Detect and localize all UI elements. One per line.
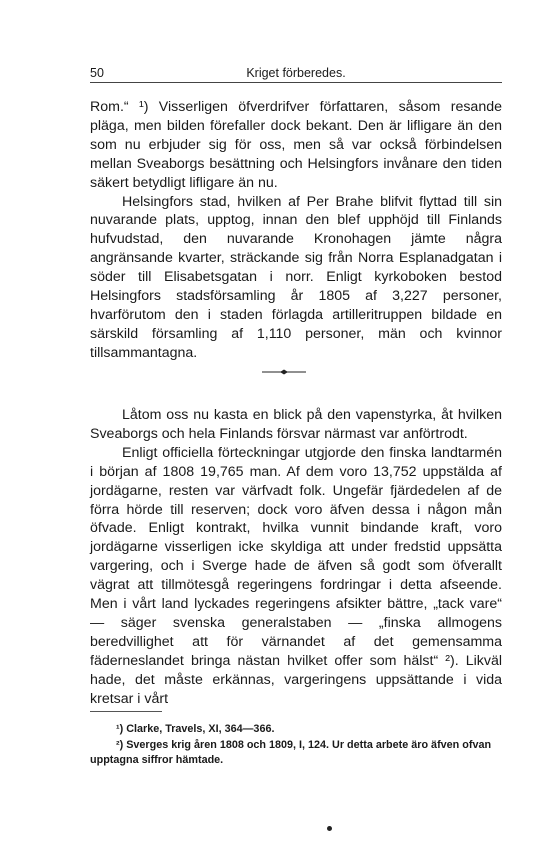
footnote: ¹) Clarke, Travels, XI, 364—366. [116,723,275,735]
paragraph: Enligt officiella förteckningar utgjorde den finska landtarmén i början af 1808 19,765 man. Af dem voro 13,752 uppstälda af jordägarne, resten var värfvadt folk. Ungefär fjärdedelen af de förra hörde till reserven; dock voro äfven dessa i någon mån öfvade. Enligt kontrakt, hvilka vunnit bindande kraft, voro jordägarne visserligen icke skyldiga att under fredstid uppsätta vargering, och i Sverge hade de äfven så godt som öfverallt vägrat att tillmötesgå regeringens fordringar i detta afseende. Men i vårt land lyckades regeringens afsikter bättre, „tack vare“ — säger svenska generalstaben — „finska allmogens beredvillighet att för värnandet af det gemensamma fäderneslandet bringa nästan hvilket offer som hälst“ ²). Likväl hade, det måste erkännas, vargeringens uppsättande i vida kretsar i vårt [90,444,502,707]
signature-mark [327,826,332,831]
paragraph: Helsingfors stad, hvilken af Per Brahe blifvit flyttad till sin nuvarande plats, upptog, innan den blef upphöjd till Finlands hufvudstad, den nuvarande Kronohagen jämte några angränsande kvarter, sträckande sig från Norra Esplanadgatan i söder till Elisabetsgatan i norr. Enligt kyrkoboken bestod Helsingfors stadsförsamling år 1805 af 3,227 personer, hvarförutom den i staden förlagda artilleritruppen bildade en särskild församling af 1,110 personer, män och kvinnor tillsammantagna. [90,193,502,361]
page-number: 50 [90,66,104,80]
body-section-1 [90,98,502,363]
section-divider-ornament [262,369,306,375]
body-section-2 [90,406,502,709]
footnote-rule [90,711,162,712]
footnote: ²) Sverges krig åren 1808 och 1809, I, 124. Ur detta arbete äro äfven ofvan upptagna siffror hämtade. [90,738,492,766]
header-rule [90,82,502,83]
footnotes [90,722,502,769]
paragraph: Låtom oss nu kasta en blick på den vapenstyrka, åt hvilken Sveaborgs och hela Finlands försvar närmast var anförtrodt. [90,407,502,442]
paragraph: Rom.“ ¹) Visserligen öfverdrifver författaren, såsom resande pläga, men bilden förefaller dock bekant. Den är lifligare än den som nu erbjuder sig för oss, men så var också förbindelsen mellan Sveaborgs besättning och Helsingfors invånare den tiden säkert betydligt lifligare än nu. [90,99,502,191]
page-header [90,62,502,84]
running-head: Kriget förberedes. [246,66,346,80]
